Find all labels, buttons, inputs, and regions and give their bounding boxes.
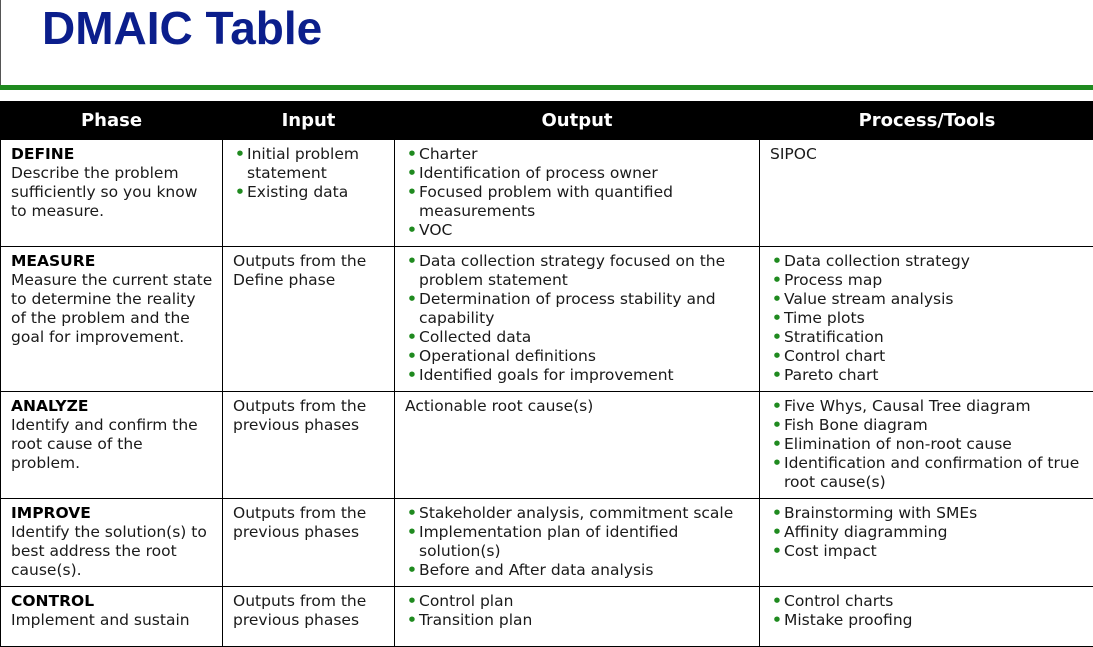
bullet-icon: •: [407, 328, 417, 347]
bullet-icon: •: [772, 397, 782, 416]
list-item-text: Control chart: [784, 347, 885, 365]
process-tools-cell: [760, 140, 1093, 247]
list-item: [405, 592, 751, 611]
list-item: [770, 542, 1086, 561]
input-cell: [223, 247, 395, 392]
list-item-text: Pareto chart: [784, 366, 879, 384]
dmaic-table: [0, 101, 1093, 647]
bullet-icon: •: [772, 290, 782, 309]
page-title: DMAIC Table: [42, 0, 322, 56]
table-row-control: [1, 587, 1093, 647]
table-row-improve: [1, 499, 1093, 587]
bullet-list: [770, 592, 1086, 630]
cell-text: Outputs from the previous phases: [233, 504, 366, 541]
list-item: [405, 328, 751, 347]
bullet-list: [233, 145, 386, 202]
bullet-icon: •: [772, 366, 782, 385]
bullet-list: [405, 252, 751, 385]
bullet-list: [770, 504, 1086, 561]
bullet-list: [770, 397, 1086, 492]
cell-text: Outputs from the previous phases: [233, 397, 366, 434]
bullet-list: [405, 145, 751, 240]
input-cell: [223, 392, 395, 499]
bullet-icon: •: [407, 592, 417, 611]
phase-description: Identify and confirm the root cause of the problem.: [11, 416, 198, 472]
phase-name: IMPROVE: [11, 504, 214, 523]
list-item: [770, 366, 1086, 385]
list-item: [405, 504, 751, 523]
list-item-text: Data collection strategy focused on the problem statement: [419, 252, 725, 289]
output-cell: [395, 587, 760, 647]
list-item-text: Existing data: [247, 183, 348, 201]
input-cell: [223, 499, 395, 587]
bullet-icon: •: [772, 435, 782, 454]
bullet-icon: •: [772, 504, 782, 523]
cell-text: Outputs from the Define phase: [233, 252, 366, 289]
list-item-text: Collected data: [419, 328, 531, 346]
list-item: [405, 290, 751, 328]
list-item-text: Control charts: [784, 592, 893, 610]
bullet-icon: •: [772, 542, 782, 561]
list-item: [770, 347, 1086, 366]
list-item: [405, 523, 751, 561]
list-item: [770, 435, 1086, 454]
phase-description: Describe the problem sufficiently so you know to measure.: [11, 164, 197, 220]
output-cell: [395, 140, 760, 247]
list-item: [770, 252, 1086, 271]
process-tools-cell: [760, 587, 1093, 647]
bullet-icon: •: [407, 145, 417, 164]
cell-text: Actionable root cause(s): [405, 397, 593, 415]
list-item: [770, 397, 1086, 416]
title-divider: [0, 85, 1093, 90]
list-item: [405, 164, 751, 183]
list-item-text: Fish Bone diagram: [784, 416, 928, 434]
list-item-text: Data collection strategy: [784, 252, 970, 270]
phase-cell: [1, 392, 223, 499]
list-item: [770, 611, 1086, 630]
bullet-list: [770, 252, 1086, 385]
list-item-text: Process map: [784, 271, 882, 289]
input-cell: [223, 140, 395, 247]
list-item-text: Transition plan: [419, 611, 532, 629]
input-cell: [223, 587, 395, 647]
list-item: [405, 221, 751, 240]
list-item: [770, 454, 1086, 492]
list-item-text: Stakeholder analysis, commitment scale: [419, 504, 733, 522]
list-item: [405, 183, 751, 221]
bullet-icon: •: [407, 164, 417, 183]
table-row-define: [1, 140, 1093, 247]
process-tools-cell: [760, 392, 1093, 499]
list-item-text: Stratification: [784, 328, 884, 346]
list-item-text: Initial problem statement: [247, 145, 359, 182]
phase-cell: [1, 587, 223, 647]
table-header-row: [1, 101, 1093, 140]
list-item-text: Identification and confirmation of true root cause(s): [784, 454, 1079, 491]
output-cell: [395, 247, 760, 392]
list-item: [770, 523, 1086, 542]
bullet-icon: •: [772, 347, 782, 366]
phase-description: Measure the current state to determine the reality of the problem and the goal for improvement.: [11, 271, 212, 346]
phase-cell: [1, 140, 223, 247]
bullet-icon: •: [235, 145, 245, 164]
list-item: [770, 592, 1086, 611]
process-tools-cell: [760, 499, 1093, 587]
phase-name: DEFINE: [11, 145, 214, 164]
bullet-icon: •: [407, 611, 417, 630]
output-cell: [395, 499, 760, 587]
bullet-icon: •: [772, 271, 782, 290]
table-row-measure: [1, 247, 1093, 392]
phase-name: MEASURE: [11, 252, 214, 271]
column-header-output: Output: [395, 101, 760, 140]
bullet-icon: •: [407, 523, 417, 542]
list-item-text: Time plots: [784, 309, 865, 327]
bullet-icon: •: [772, 454, 782, 473]
phase-name: ANALYZE: [11, 397, 214, 416]
list-item-text: Identification of process owner: [419, 164, 658, 182]
bullet-icon: •: [407, 561, 417, 580]
list-item: [405, 561, 751, 580]
list-item: [405, 366, 751, 385]
list-item: [770, 504, 1086, 523]
list-item: [770, 328, 1086, 347]
list-item-text: Operational definitions: [419, 347, 596, 365]
column-header-input: Input: [223, 101, 395, 140]
bullet-icon: •: [772, 309, 782, 328]
output-cell: [395, 392, 760, 499]
bullet-icon: •: [407, 252, 417, 271]
list-item-text: Charter: [419, 145, 478, 163]
list-item-text: Determination of process stability and capability: [419, 290, 716, 327]
list-item: [405, 145, 751, 164]
list-item: [233, 183, 386, 202]
bullet-list: [405, 504, 751, 580]
list-item-text: Control plan: [419, 592, 513, 610]
process-tools-cell: [760, 247, 1093, 392]
bullet-icon: •: [772, 523, 782, 542]
bullet-icon: •: [407, 221, 417, 240]
bullet-icon: •: [407, 504, 417, 523]
bullet-icon: •: [407, 290, 417, 309]
bullet-list: [405, 592, 751, 630]
list-item: [770, 309, 1086, 328]
column-header-process-tools: Process/Tools: [760, 101, 1093, 140]
phase-cell: [1, 499, 223, 587]
list-item: [405, 347, 751, 366]
list-item: [770, 271, 1086, 290]
phase-description: Implement and sustain: [11, 611, 190, 629]
left-edge-rule: [0, 0, 1, 90]
bullet-icon: •: [235, 183, 245, 202]
list-item: [405, 252, 751, 290]
bullet-icon: •: [772, 592, 782, 611]
phase-description: Identify the solution(s) to best address the root cause(s).: [11, 523, 207, 579]
list-item-text: Mistake proofing: [784, 611, 912, 629]
list-item-text: Focused problem with quantified measurements: [419, 183, 673, 220]
table-body: [1, 140, 1093, 647]
bullet-icon: •: [407, 347, 417, 366]
list-item-text: Value stream analysis: [784, 290, 954, 308]
bullet-icon: •: [772, 252, 782, 271]
bullet-icon: •: [407, 183, 417, 202]
cell-text: Outputs from the previous phases: [233, 592, 366, 629]
list-item-text: VOC: [419, 221, 452, 239]
bullet-icon: •: [772, 328, 782, 347]
phase-name: CONTROL: [11, 592, 214, 611]
list-item-text: Brainstorming with SMEs: [784, 504, 977, 522]
cell-text: SIPOC: [770, 145, 817, 163]
bullet-icon: •: [772, 611, 782, 630]
list-item: [233, 145, 386, 183]
list-item-text: Identified goals for improvement: [419, 366, 674, 384]
list-item: [405, 611, 751, 630]
list-item-text: Implementation plan of identified solution(s): [419, 523, 678, 560]
list-item: [770, 290, 1086, 309]
list-item-text: Before and After data analysis: [419, 561, 653, 579]
list-item-text: Affinity diagramming: [784, 523, 947, 541]
list-item: [770, 416, 1086, 435]
list-item-text: Cost impact: [784, 542, 877, 560]
table-row-analyze: [1, 392, 1093, 499]
list-item-text: Five Whys, Causal Tree diagram: [784, 397, 1031, 415]
list-item-text: Elimination of non-root cause: [784, 435, 1012, 453]
phase-cell: [1, 247, 223, 392]
column-header-phase: Phase: [1, 101, 223, 140]
bullet-icon: •: [772, 416, 782, 435]
bullet-icon: •: [407, 366, 417, 385]
